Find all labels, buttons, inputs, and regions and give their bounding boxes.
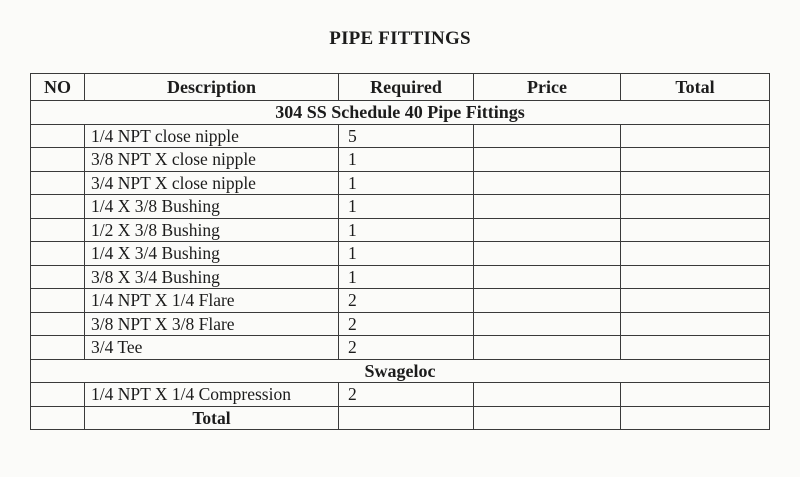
cell-price: [474, 265, 621, 289]
cell-description: 3/8 X 3/4 Bushing: [85, 265, 339, 289]
cell-required: 1: [339, 148, 474, 172]
cell-description: 1/4 NPT X 1/4 Flare: [85, 289, 339, 313]
cell-description: 3/4 Tee: [85, 336, 339, 360]
total-required: [339, 406, 474, 430]
header-total: Total: [621, 74, 770, 101]
cell-total: [621, 265, 770, 289]
header-required: Required: [339, 74, 474, 101]
table-body: [31, 101, 770, 430]
cell-price: [474, 148, 621, 172]
cell-price: [474, 171, 621, 195]
cell-price: [474, 218, 621, 242]
section-row: [31, 359, 770, 383]
cell-required: 1: [339, 265, 474, 289]
cell-no: [31, 336, 85, 360]
section-title: Swageloc: [31, 359, 770, 383]
pipe-fittings-table: [30, 73, 770, 430]
cell-description: 3/8 NPT X 3/8 Flare: [85, 312, 339, 336]
table-row: [31, 195, 770, 219]
cell-description: 1/4 NPT close nipple: [85, 124, 339, 148]
header-row: [31, 74, 770, 101]
cell-price: [474, 124, 621, 148]
cell-total: [621, 289, 770, 313]
header-no: NO: [31, 74, 85, 101]
cell-total: [621, 383, 770, 407]
total-label: Total: [85, 406, 339, 430]
cell-no: [31, 124, 85, 148]
cell-total: [621, 242, 770, 266]
cell-no: [31, 242, 85, 266]
cell-no: [31, 406, 85, 430]
cell-required: 5: [339, 124, 474, 148]
cell-price: [474, 242, 621, 266]
cell-no: [31, 171, 85, 195]
cell-price: [474, 383, 621, 407]
cell-no: [31, 265, 85, 289]
cell-total: [621, 148, 770, 172]
cell-no: [31, 383, 85, 407]
page-title: PIPE FITTINGS: [329, 28, 471, 49]
total-amount: [621, 406, 770, 430]
cell-required: 2: [339, 289, 474, 313]
table-row: [31, 265, 770, 289]
cell-required: 1: [339, 195, 474, 219]
section-row: [31, 101, 770, 125]
table-row: [31, 242, 770, 266]
section-title: 304 SS Schedule 40 Pipe Fittings: [31, 101, 770, 125]
cell-description: 1/4 NPT X 1/4 Compression: [85, 383, 339, 407]
cell-no: [31, 148, 85, 172]
table-row: [31, 289, 770, 313]
cell-total: [621, 312, 770, 336]
header-price: Price: [474, 74, 621, 101]
cell-required: 1: [339, 242, 474, 266]
cell-required: 2: [339, 383, 474, 407]
cell-total: [621, 336, 770, 360]
header-description: Description: [85, 74, 339, 101]
cell-required: 1: [339, 171, 474, 195]
table-row: [31, 171, 770, 195]
total-price: [474, 406, 621, 430]
table-row: [31, 383, 770, 407]
table-row: [31, 336, 770, 360]
cell-description: 1/4 X 3/8 Bushing: [85, 195, 339, 219]
cell-description: 3/4 NPT X close nipple: [85, 171, 339, 195]
cell-no: [31, 218, 85, 242]
cell-required: 2: [339, 312, 474, 336]
cell-required: 2: [339, 336, 474, 360]
table-row: [31, 312, 770, 336]
table-row: [31, 218, 770, 242]
cell-total: [621, 171, 770, 195]
cell-price: [474, 336, 621, 360]
cell-no: [31, 312, 85, 336]
cell-no: [31, 289, 85, 313]
table-row: [31, 148, 770, 172]
cell-total: [621, 195, 770, 219]
cell-price: [474, 195, 621, 219]
cell-total: [621, 218, 770, 242]
cell-total: [621, 124, 770, 148]
total-row: [31, 406, 770, 430]
cell-description: 1/4 X 3/4 Bushing: [85, 242, 339, 266]
table-row: [31, 124, 770, 148]
cell-price: [474, 289, 621, 313]
cell-price: [474, 312, 621, 336]
cell-required: 1: [339, 218, 474, 242]
cell-description: 3/8 NPT X close nipple: [85, 148, 339, 172]
cell-no: [31, 195, 85, 219]
cell-description: 1/2 X 3/8 Bushing: [85, 218, 339, 242]
